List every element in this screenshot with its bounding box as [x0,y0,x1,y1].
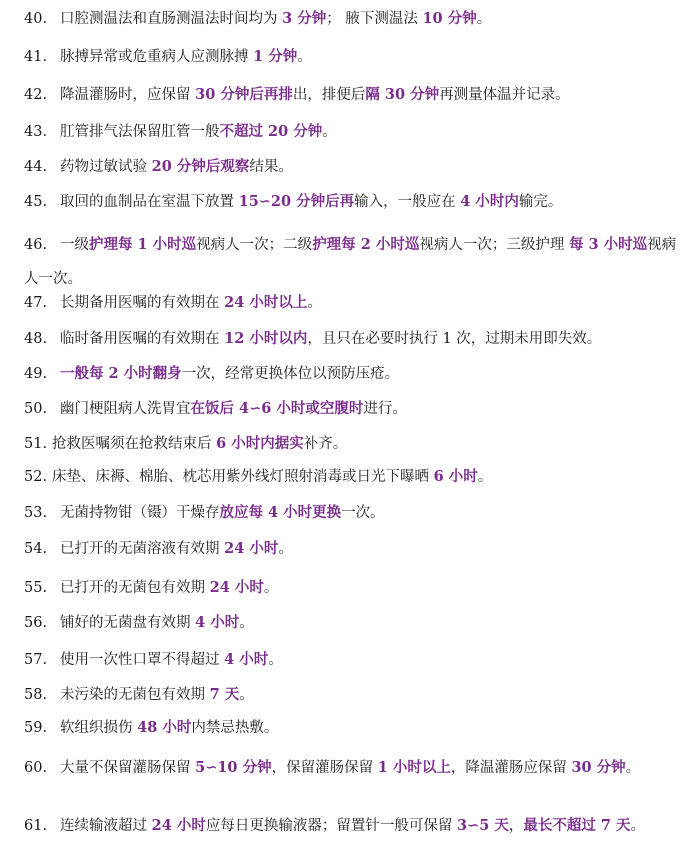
body-text: 。 [278,541,293,557]
item-text [60,612,688,634]
highlight-text: 10 分钟 [422,10,477,27]
highlight-text: 隔 30 分钟 [365,86,440,103]
item-text [60,717,688,739]
highlight-text: 15∽20 分钟后再 [238,193,355,210]
body-text: 。 [263,580,279,596]
body-text: 降温灌肠时，应保留 [60,87,196,103]
item-text [60,46,688,68]
item-text [60,649,688,671]
item-text [60,121,688,143]
body-text: 床垫、床褥、棉胎、枕芯用紫外线灯照射消毒或日光下曝晒 [52,469,434,485]
item-text [60,363,688,385]
body-text: 连续输液超过 [60,818,152,834]
item-text [60,8,688,30]
highlight-text: 护理每 2 小时巡 [312,236,420,253]
item-text [60,538,688,560]
body-text: 肛管排气法保留肛管一般 [60,124,220,140]
list-item [24,612,688,634]
item-text [60,84,688,106]
highlight-text: 在饭后 4∽6 小时或空腹时 [190,400,364,417]
highlight-text: 24 小时 [224,540,279,557]
highlight-text: 3∽5 天 [456,817,509,834]
body-text: 已打开的无菌溶液有效期 [60,541,225,557]
highlight-text: 30 分钟后再排 [195,86,293,103]
highlight-text: 3 分钟 [282,10,327,27]
item-number: 60. [24,760,48,776]
list-item [24,156,688,178]
highlight-text: 每 3 小时巡 [568,236,648,253]
item-number: 61. [24,818,48,834]
item-number: 48. [24,331,48,347]
list-item [24,363,688,385]
body-text: 一级 [60,237,89,253]
body-text: 视病人一次；三级护理 [419,237,569,253]
item-text [60,577,688,599]
item-number: 42. [24,87,48,103]
body-text: 。 [268,652,283,668]
item-text [52,433,688,455]
body-text: 抢救医嘱须在抢救结束后 [52,436,217,452]
item-number: 51. [24,436,48,452]
body-text: ，降温灌肠应保留 [450,760,572,776]
highlight-text: 不超过 20 分钟 [219,123,323,140]
list-item [24,538,688,560]
highlight-text: 护理每 1 小时巡 [89,236,197,253]
list-item [24,649,688,671]
highlight-text: 20 分钟后观察 [151,158,250,175]
body-text: 进行。 [363,401,407,417]
highlight-text: 6 小时 [433,468,478,485]
item-number: 56. [24,615,48,631]
item-text [60,156,688,178]
body-text: 。 [476,11,492,27]
body-text: 。 [239,687,254,703]
item-text [60,398,688,420]
highlight-text: 12 小时以内 [224,330,308,347]
highlight-text: 6 小时内据实 [216,435,304,452]
item-text [60,760,640,776]
list-item [24,684,688,706]
highlight-text: 4 小时 [224,651,269,668]
highlight-text: 4 小时内 [460,193,519,210]
item-number: 45. [24,194,48,210]
highlight-text: 7 天 [209,686,240,703]
body-text: 。 [477,469,493,485]
item-number: 40. [24,11,48,27]
list-item [24,466,688,488]
highlight-text: 4 小时 [195,614,240,631]
body-text: 结果。 [249,159,293,175]
item-text [60,684,688,706]
body-text: 长期备用医嘱的有效期在 [60,295,225,311]
highlight-text: 一般每 2 小时翻身 [60,365,182,382]
body-text: 取回的血制品在室温下放置 [60,194,239,210]
item-text [60,292,688,314]
body-text: 输入，一般应在 [354,194,461,210]
item-number: 41. [24,49,48,65]
body-text: 出，排便后 [292,87,366,103]
body-text: 脉搏异常或危重病人应测脉搏 [60,49,254,65]
highlight-text: 1 小时以上 [377,759,451,776]
body-text: 未污染的无菌包有效期 [60,687,210,703]
item-number: 43. [24,124,48,140]
item-number: 49. [24,366,48,382]
body-text: 。 [297,49,312,65]
list-item [24,717,688,739]
highlight-text: 24 小时 [209,579,264,596]
body-text: 。 [239,615,254,631]
body-text: 软组织损伤 [60,720,138,736]
body-text: 。 [307,295,322,311]
list-item [24,502,688,524]
body-text: 输完。 [518,194,563,210]
highlight-text: 1 分钟 [253,48,298,65]
highlight-text: 24 小时 [151,817,206,834]
body-text: 临时备用医嘱的有效期在 [60,331,225,347]
item-number: 53. [24,505,48,521]
highlight-text: 5∽10 分钟 [195,759,272,776]
item-text [60,502,688,524]
body-text: 铺好的无菌盘有效期 [60,615,196,631]
list-item [24,577,688,599]
body-text: 补齐。 [303,436,348,452]
list-item [24,121,688,143]
body-text: 。 [322,124,337,140]
item-text [60,191,688,213]
list-item [24,84,688,106]
list-item [24,46,688,68]
body-text: 幽门梗阻病人洗胃宜 [60,401,191,417]
list-item [24,8,688,30]
item-text [60,815,688,837]
list-item [24,815,688,837]
highlight-text: 24 小时以上 [224,294,308,311]
list-item [24,328,688,350]
item-number: 44. [24,159,48,175]
list-item [24,751,688,785]
body-text: ； 腋下测温法 [326,11,423,27]
item-number: 58. [24,687,48,703]
body-text: ，保留灌肠保留 [271,760,378,776]
item-number: 47. [24,295,48,311]
body-text: 再测量体温并记录。 [439,87,570,103]
item-number: 54. [24,541,48,557]
body-text: 大量不保留灌肠保留 [60,760,196,776]
body-text: 应每日更换输液器；留置针一般可保留 [205,818,457,834]
body-text: 视病人一次。 [24,237,677,287]
item-text [24,237,676,287]
body-text: 药物过敏试验 [60,159,152,175]
body-text: 。 [630,818,646,834]
list-item [24,292,688,314]
list-item [24,228,688,296]
highlight-text: 30 分钟 [571,759,626,776]
body-text: 视病人一次；二级 [196,237,313,253]
highlight-text: 48 小时 [137,719,192,736]
list-item [24,433,688,455]
body-text: 已打开的无菌包有效期 [60,580,210,596]
item-number: 59. [24,720,48,736]
list-item [24,398,688,420]
highlight-text: 放应每 4 小时更换 [219,504,342,521]
item-text [60,328,688,350]
body-text: 一次。 [341,505,385,521]
highlight-text: 最长不超过 7 天 [523,817,631,834]
item-number: 57. [24,652,48,668]
item-number: 52. [24,469,48,485]
list-item [24,191,688,213]
item-number: 55. [24,580,48,596]
body-text: 内禁忌热敷。 [191,720,279,736]
item-number: 46. [24,237,48,253]
body-text: ，且只在必要时执行 1 次，过期未用即失效。 [307,331,602,347]
body-text: 一次，经常更换体位以预防压疮。 [181,366,400,382]
body-text: 口腔测温法和直肠测温法时间均为 [60,11,283,27]
item-text [52,466,688,488]
body-text: 使用一次性口罩不得超过 [60,652,225,668]
body-text: 。 [625,760,641,776]
body-text: ， [508,818,524,834]
item-number: 50. [24,401,48,417]
body-text: 无菌持物钳（镊）干燥存 [60,505,220,521]
